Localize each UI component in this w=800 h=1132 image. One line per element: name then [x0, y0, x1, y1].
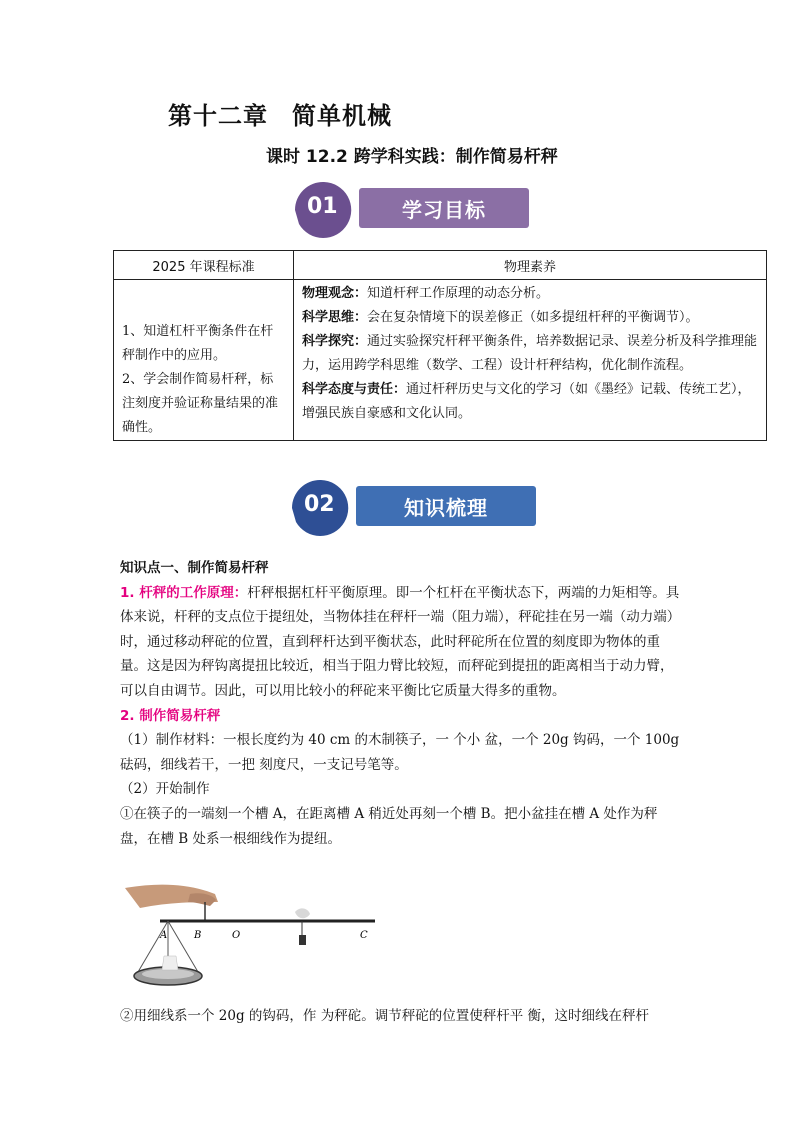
literacy-label: 科学态度与责任：: [302, 382, 407, 397]
principle-paragraph: [120, 581, 680, 704]
literacy-item: [302, 378, 758, 426]
label-c: C: [360, 930, 368, 941]
goals-table: [113, 250, 767, 441]
section-banner-goals: [293, 180, 553, 240]
step-two-paragraph: ②用细线系一个 20g 的钩码，作 为秤砣。调节秤砣的位置使秤杆平 衡，这时细线在秤杆: [120, 1008, 649, 1024]
literacy-text: 知道杆秤工作原理的动态分析。: [367, 286, 550, 301]
knowledge-point-title: 知识点一、制作简易杆秤: [120, 560, 269, 576]
section-number: 02: [304, 492, 335, 517]
lesson-title: 课时 12.2 跨学科实践：制作简易杆秤: [266, 147, 558, 167]
standard-item: 1、知道杠杆平衡条件在杆秤制作中的应用。: [122, 324, 274, 363]
chapter-name: 简单机械: [292, 102, 392, 130]
knowledge-content: [120, 556, 680, 851]
table-header-literacy: 物理素养: [294, 251, 767, 280]
literacy-item: [302, 306, 758, 330]
literacy-cell: [294, 280, 767, 441]
label-a: A: [160, 930, 168, 941]
label-b: B: [194, 930, 202, 941]
label-o: O: [232, 930, 241, 941]
principle-label: 1. 杆秤的工作原理：: [120, 584, 248, 601]
steelyard-figure: [120, 880, 380, 1000]
chapter-number: 第十二章: [168, 102, 268, 130]
literacy-text: 通过实验探究杆秤平衡条件，培养数据记录、误差分析及科学推理能力，运用跨学科思维（数学、工程）设计杆秤结构，优化制作流程。: [302, 334, 758, 373]
section-title-bar: [356, 486, 536, 526]
make-steelyard-label: 2. 制作简易杆秤: [120, 707, 221, 724]
literacy-item: [302, 330, 758, 378]
section-title: 学习目标: [402, 198, 486, 222]
literacy-label: 物理观念：: [302, 286, 368, 301]
literacy-item: [302, 282, 758, 306]
chapter-title: [168, 96, 392, 131]
start-making-heading: （2）开始制作: [120, 781, 210, 798]
step-one-paragraph: ①在筷子的一端刻一个槽 A，在距离槽 A 稍近处再刻一个槽 B。把小盆挂在槽 A 处作为秤盘，在槽 B 处系一根细线作为提纽。: [120, 805, 658, 847]
literacy-text: 会在复杂情境下的误差修正（如多提纽杆秤的平衡调节）。: [367, 310, 699, 325]
literacy-label: 科学探究：: [302, 334, 368, 349]
standards-cell: [114, 280, 294, 441]
section-banner-knowledge: [290, 478, 550, 538]
literacy-label: 科学思维：: [302, 310, 368, 325]
section-number: 01: [307, 194, 338, 219]
weight-shape: [299, 935, 306, 945]
standard-item: 2、学会制作简易杆秤，标注刻度并验证称量结果的准确性。: [122, 372, 279, 435]
section-title: 知识梳理: [404, 496, 488, 520]
section-title-bar: [359, 188, 529, 228]
table-header-standard: 2025 年课程标准: [114, 251, 294, 280]
literacy-text: 通过杆秤历史与文化的学习（如《墨经》记载、传统工艺），增强民族自豪感和文化认同。: [302, 382, 751, 421]
principle-text: 杆秤根据杠杆平衡原理。即一个杠杆在平衡状态下，两端的力矩相等。具体来说，杆秤的支点位于提纽处，当物体挂在秤杆一端（阻力端），秤砣挂在另一端（动力端）时，通过移动秤砣的位置，直到秤杆达到平衡状态，此时秤砣所在位置的刻度即为物体的重量。这是因为秤钩离提扭比较近，相当于阻力臂比较短，而秤砣到提扭的距离相当于动力臂，可以自由调节。因此，可以用比较小的秤砣来平衡比它质量大得多的重物。: [120, 584, 680, 699]
materials-paragraph: （1）制作材料：一根长度约为 40 cm 的木制筷子，一 个小 盆，一个 20g 钩码，一个 100g 砝码，细线若干，一把 刻度尺，一支记号笔等。: [120, 732, 680, 773]
